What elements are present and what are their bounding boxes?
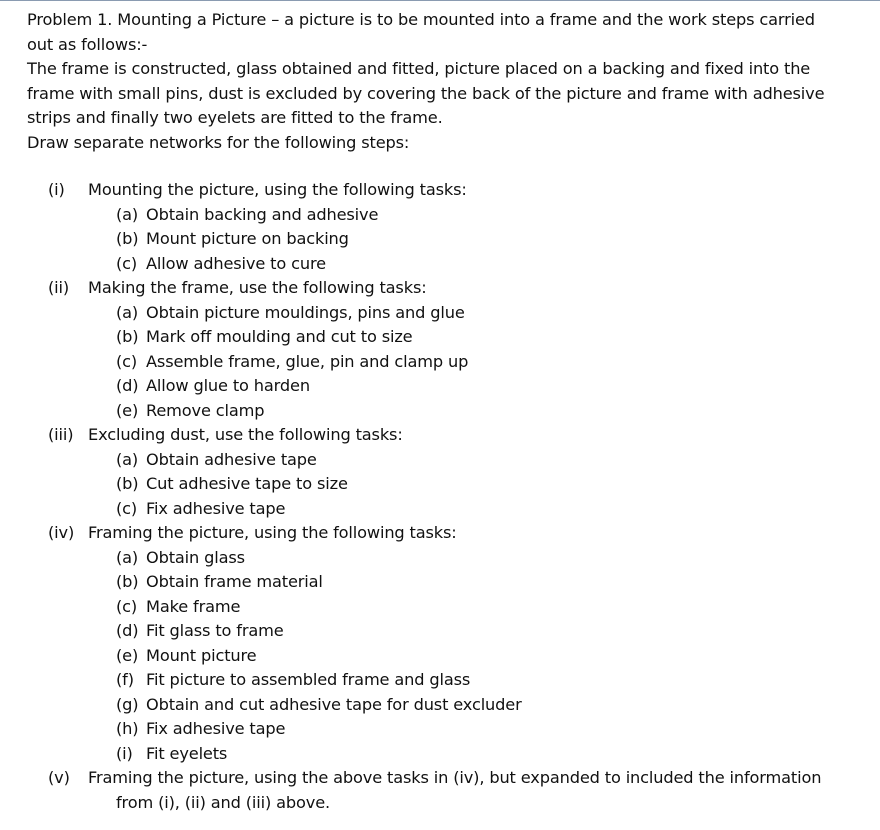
task-number: (b)	[116, 327, 139, 346]
task-text: Fit picture to assembled frame and glass	[146, 670, 471, 689]
task-text: Mount picture	[146, 645, 257, 665]
task-number: (d)	[116, 621, 139, 640]
task-number: (b)	[116, 572, 139, 591]
task-item	[48, 350, 863, 375]
task-number: (c)	[116, 596, 138, 616]
step-number: (iv)	[48, 523, 75, 542]
step-title-continuation: from (i), (ii) and (iii) above.	[116, 792, 331, 812]
task-item	[48, 497, 863, 522]
task-number: (a)	[116, 547, 139, 567]
step-title: Excluding dust, use the following tasks:	[88, 425, 403, 444]
step-title: Mounting the picture, using the following tasks:	[88, 180, 467, 199]
task-item	[48, 644, 863, 669]
task-text: Obtain and cut adhesive tape for dust excluder	[146, 694, 522, 714]
step-item	[48, 178, 863, 203]
step-item	[48, 766, 863, 791]
task-item	[48, 717, 863, 742]
task-number: (c)	[116, 351, 138, 371]
task-item	[48, 301, 863, 326]
task-item	[48, 252, 863, 277]
task-text: Make frame	[146, 596, 241, 616]
task-text: Remove clamp	[146, 400, 265, 420]
problem-line: frame with small pins, dust is excluded by covering the back of the picture and frame with adhesive	[27, 83, 825, 103]
task-number: (i)	[116, 743, 133, 763]
step-title: Making the frame, use the following tasks:	[88, 278, 427, 297]
step-title: Framing the picture, using the following tasks:	[88, 523, 457, 542]
task-number: (c)	[116, 498, 138, 518]
task-number: (a)	[116, 449, 139, 469]
task-item	[48, 668, 863, 693]
problem-line: Draw separate networks for the following steps:	[27, 132, 410, 152]
task-number: (e)	[116, 645, 139, 665]
task-text: Mark off moulding and cut to size	[146, 327, 413, 346]
step-number: (i)	[48, 180, 65, 199]
task-number: (f)	[116, 670, 134, 689]
task-item	[48, 693, 863, 718]
problem-line: strips and finally two eyelets are fitted to the frame.	[27, 108, 443, 127]
steps-list	[48, 178, 863, 815]
step-title: Framing the picture, using the above tasks in (iv), but expanded to included the information	[88, 768, 822, 787]
task-text: Fix adhesive tape	[146, 498, 286, 518]
task-text: Obtain adhesive tape	[146, 449, 317, 469]
task-item	[48, 742, 863, 767]
step-number: (v)	[48, 768, 70, 787]
task-text: Obtain glass	[146, 547, 245, 567]
task-text: Allow glue to harden	[146, 376, 310, 395]
task-item	[48, 203, 863, 228]
task-text: Mount picture on backing	[146, 229, 349, 248]
task-number: (a)	[116, 302, 139, 322]
task-item	[48, 325, 863, 350]
task-text: Allow adhesive to cure	[146, 253, 326, 273]
task-number: (g)	[116, 694, 139, 714]
task-number: (c)	[116, 253, 138, 273]
task-number: (a)	[116, 204, 139, 224]
task-item	[48, 399, 863, 424]
problem-line: Problem 1. Mounting a Picture – a picture is to be mounted into a frame and the work steps carried	[27, 10, 815, 29]
task-item	[48, 546, 863, 571]
task-item	[48, 570, 863, 595]
task-text: Assemble frame, glue, pin and clamp up	[146, 351, 469, 371]
task-item	[48, 619, 863, 644]
step-item	[48, 423, 863, 448]
task-text: Obtain backing and adhesive	[146, 204, 379, 224]
task-text: Cut adhesive tape to size	[146, 474, 348, 493]
step-item	[48, 521, 863, 546]
problem-statement	[27, 8, 862, 155]
top-divider	[0, 0, 880, 1]
task-number: (b)	[116, 229, 139, 248]
task-text: Fit glass to frame	[146, 621, 284, 640]
step-item	[48, 276, 863, 301]
task-item	[48, 448, 863, 473]
task-number: (e)	[116, 400, 139, 420]
problem-line: The frame is constructed, glass obtained and fitted, picture placed on a backing and fixed into the	[27, 59, 811, 78]
task-text: Fix adhesive tape	[146, 719, 286, 738]
task-item	[48, 374, 863, 399]
task-number: (d)	[116, 376, 139, 395]
task-item	[48, 472, 863, 497]
task-text: Fit eyelets	[146, 743, 228, 763]
step-number: (iii)	[48, 425, 74, 444]
task-item	[48, 595, 863, 620]
task-number: (h)	[116, 719, 139, 738]
problem-line: out as follows:-	[27, 34, 148, 54]
step-number: (ii)	[48, 278, 70, 297]
task-item	[48, 227, 863, 252]
task-text: Obtain frame material	[146, 572, 323, 591]
task-number: (b)	[116, 474, 139, 493]
task-text: Obtain picture mouldings, pins and glue	[146, 302, 465, 322]
